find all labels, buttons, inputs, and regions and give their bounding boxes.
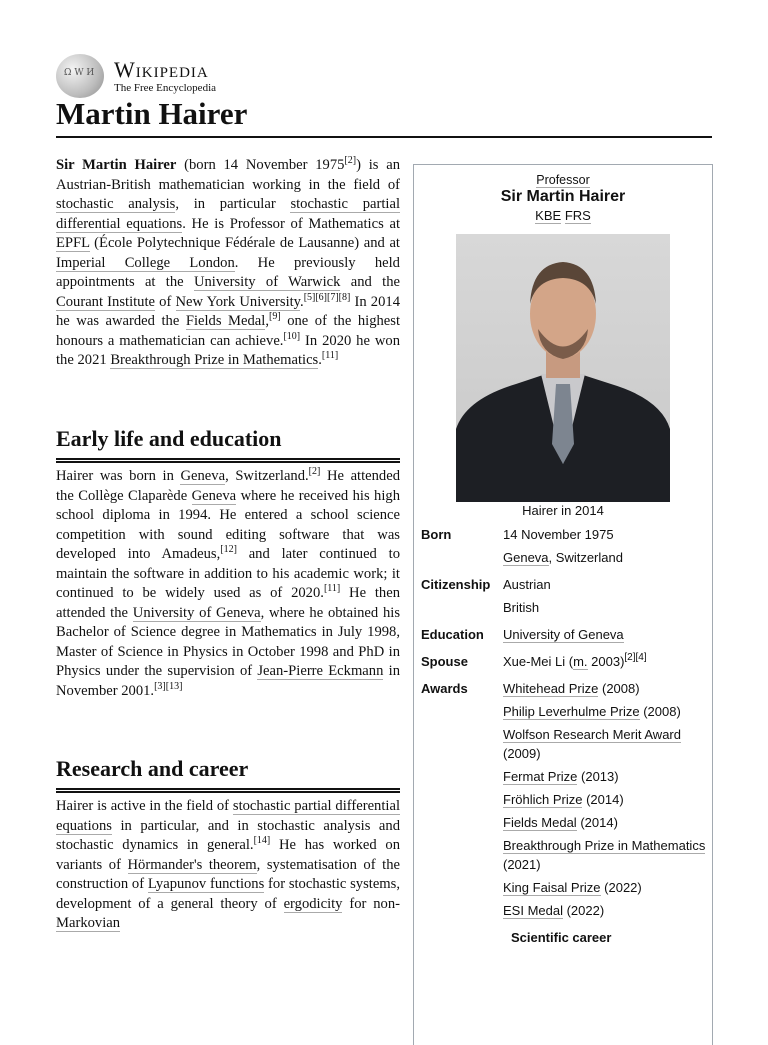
text: (2008) <box>639 704 681 719</box>
research-paragraph <box>56 797 400 934</box>
wiki-link[interactable]: Fields Medal <box>503 815 577 830</box>
text: (2021) <box>503 857 541 872</box>
text: British <box>503 600 540 615</box>
wiki-link[interactable]: Fermat Prize <box>503 769 578 784</box>
text: (born 14 November 1975 <box>176 157 345 173</box>
citation-link[interactable]: [2] <box>308 466 321 477</box>
text: . He previously held appointments at the <box>56 254 400 290</box>
wiki-link[interactable]: Fröhlich Prize <box>503 792 583 807</box>
text: , Switzerland. <box>225 468 309 484</box>
infobox-value <box>503 652 711 671</box>
text: in particular, and in stochastic analysis and stochastic dynamics in general. <box>56 817 400 853</box>
text: (2009) <box>503 746 541 761</box>
infobox-value <box>503 836 711 874</box>
text: Hairer is active in the field of <box>56 798 233 814</box>
text: (2008) <box>598 681 640 696</box>
text: and later continued to maintain the software in addition to his academic work; it continued to be widely used as of 2020. <box>56 546 400 601</box>
text: . <box>300 293 304 310</box>
early-life-paragraph <box>56 467 400 701</box>
wiki-link[interactable]: Jean-Pierre Eckmann <box>257 663 384 679</box>
infobox-value <box>503 575 711 594</box>
wiki-link[interactable]: ESI Medal <box>503 903 563 918</box>
wordmark: Wikipedia <box>114 56 209 82</box>
infobox-name: Sir Martin Hairer <box>500 188 626 205</box>
infobox-row <box>421 575 711 621</box>
text: He attended the Collège Claparède <box>56 468 400 504</box>
wiki-link[interactable]: Breakthrough Prize in Mathematics <box>110 352 319 368</box>
infobox-label: Citizenship <box>421 577 491 592</box>
section-heading-early-life: Early life and education <box>56 426 400 463</box>
infobox-value <box>503 725 711 763</box>
text: (2013) <box>577 769 619 784</box>
citation-link[interactable]: [14] <box>253 835 271 846</box>
text: (2014) <box>576 815 618 830</box>
text: . <box>318 352 322 368</box>
text: ) is an Austrian-British mathematician working in the field of <box>56 157 400 193</box>
page-title: Martin Hairer <box>56 96 248 131</box>
wiki-link[interactable]: Whitehead Prize <box>503 681 599 696</box>
honorific-link[interactable]: Professor <box>536 173 590 187</box>
text: Austrian <box>503 577 551 592</box>
text: (2022) <box>562 903 605 918</box>
wiki-link[interactable]: Hörmander's theorem <box>127 856 257 873</box>
infobox-label: Born <box>421 527 452 542</box>
section-heading-research: Research and career <box>56 756 400 793</box>
wikipedia-logo[interactable] <box>56 54 216 98</box>
wiki-link[interactable]: EPFL <box>56 235 90 251</box>
citation-link[interactable]: [11] <box>321 350 339 361</box>
wiki-link[interactable]: University of Geneva <box>503 627 624 642</box>
text: In 2014 he was awarded the <box>56 293 400 329</box>
wiki-link[interactable]: Courant Institute <box>56 293 156 310</box>
wiki-link[interactable]: University of Geneva <box>132 604 261 621</box>
citation-link[interactable]: [2] <box>344 155 357 166</box>
photo-caption: Hairer in 2014 <box>522 503 604 518</box>
wiki-link[interactable]: stochastic analysis <box>56 196 176 212</box>
infobox-value <box>503 548 711 567</box>
wiki-link[interactable]: Geneva <box>180 468 226 484</box>
citation-link[interactable]: [3][13] <box>154 680 183 692</box>
infobox-value <box>503 767 711 786</box>
wiki-link[interactable]: Breakthrough Prize in Mathematics <box>503 838 706 853</box>
citation-link[interactable]: [12] <box>220 544 237 555</box>
wiki-link[interactable]: ergodicity <box>283 895 343 912</box>
text: and the <box>340 274 400 290</box>
text: where he received his high school diploma in 1994. He entered a school science competition with sound editing software that was developed into Amadeus, <box>56 487 401 562</box>
text: 2003) <box>587 654 625 669</box>
infobox-value <box>503 625 711 644</box>
frs-link[interactable]: FRS <box>564 208 591 223</box>
wiki-link[interactable]: Imperial College London <box>56 254 235 271</box>
text: , <box>265 313 269 329</box>
wiki-link[interactable]: King Faisal Prize <box>503 880 601 895</box>
text: in November 2001. <box>56 663 400 699</box>
infobox-label: Education <box>421 627 484 642</box>
wiki-link[interactable]: New York University <box>175 293 301 310</box>
wikipedia-globe-icon <box>56 54 104 98</box>
title-rule <box>56 136 712 138</box>
infobox-section-header: Scientific career <box>511 930 612 945</box>
wiki-link[interactable]: stochastic partial differential equations <box>56 798 400 834</box>
infobox-value <box>503 901 711 920</box>
text: , in particular <box>175 196 291 212</box>
infobox-value <box>503 702 711 721</box>
text: (2014) <box>582 792 624 807</box>
infobox-row <box>421 525 711 571</box>
infobox-value <box>503 525 711 544</box>
wiki-link[interactable]: Wolfson Research Merit Award <box>503 727 681 742</box>
wiki-link[interactable]: Philip Leverhulme Prize <box>503 704 640 719</box>
text: He has worked on variants of <box>56 837 400 873</box>
text: (2022) <box>600 880 642 895</box>
intro-paragraph <box>56 156 400 371</box>
wiki-link[interactable]: stochastic partial differential equations <box>56 196 400 232</box>
bold-text: Sir Martin Hairer <box>56 157 177 173</box>
text: , where he obtained his Bachelor of Science degree in Mathematics in July 1998, Master of Science in Physics in October 1998 and PhD in Physics under the supervision of <box>56 604 400 679</box>
text: 14 November 1975 <box>503 527 614 542</box>
infobox-label: Awards <box>421 681 468 696</box>
text: . He is Professor of Mathematics at <box>182 215 401 232</box>
citation-link[interactable]: [11] <box>323 583 341 594</box>
citation-link[interactable]: [10] <box>283 330 301 342</box>
text: Xue-Mei Li ( <box>503 654 574 669</box>
wiki-link[interactable]: Markovian <box>56 915 121 931</box>
infobox-row <box>421 652 711 675</box>
text: for stochastic systems, development of a general theory of <box>56 876 400 912</box>
citation-link[interactable]: [9] <box>269 311 281 322</box>
infobox-row <box>421 625 711 648</box>
wiki-link[interactable]: Geneva <box>191 487 237 504</box>
wiki-link[interactable]: Geneva <box>503 550 549 565</box>
wiki-link[interactable]: Fields Medal <box>185 313 266 329</box>
infobox-row <box>421 679 711 924</box>
text: of <box>155 293 176 310</box>
text: , Switzerland <box>548 550 623 565</box>
text: (École Polytechnique Fédérale de Lausanne) and at <box>89 235 400 251</box>
text: for non- <box>342 895 400 912</box>
infobox-value <box>503 790 711 809</box>
infobox-value <box>503 679 711 698</box>
portrait-photo[interactable] <box>456 234 670 502</box>
infobox-value <box>503 813 711 832</box>
text: , systematisation of the construction of <box>56 856 400 892</box>
text: Hairer was born in <box>56 468 181 484</box>
text: one of the highest honours a mathematician can achieve. <box>56 313 400 349</box>
citation-link[interactable]: [5][6][7][8] <box>303 291 351 303</box>
kbe-link[interactable]: KBE <box>535 208 562 223</box>
wiki-link[interactable]: University of Warwick <box>193 274 341 290</box>
wiki-link[interactable]: m. <box>573 654 588 669</box>
infobox-value <box>503 598 711 617</box>
infobox-value <box>503 878 711 897</box>
wiki-link[interactable]: Lyapunov functions <box>147 876 265 892</box>
infobox <box>413 164 713 1045</box>
text: He then attended the <box>56 585 400 621</box>
citation-link[interactable]: [2][4] <box>624 652 647 663</box>
tagline: The Free Encyclopedia <box>114 81 217 94</box>
text: In 2020 he won the 2021 <box>56 332 400 368</box>
infobox-label: Spouse <box>421 654 468 669</box>
